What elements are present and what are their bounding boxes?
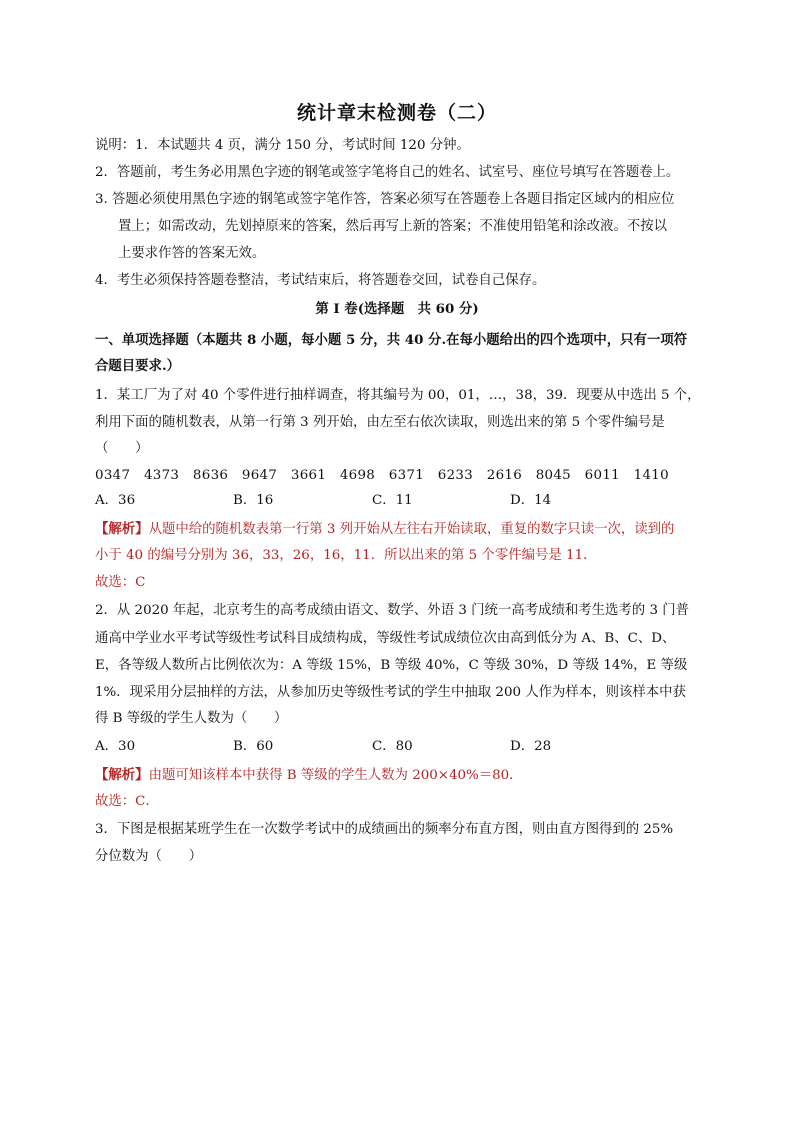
q3-line-2: 分位数为（ ） — [95, 849, 203, 864]
instruction-4: 4．考生必须保持答题卷整洁，考试结束后，将答题卷交回，试卷自己保存。 — [95, 273, 546, 288]
q2-line-1: 2．从 2020 年起，北京考生的高考成绩由语文、数学、外语 3 门统一高考成绩和考生选考的 3 门普 — [95, 603, 690, 618]
instruction-3c: 上要求作答的答案无效。 — [118, 246, 266, 261]
q1-option-a: A．36 — [95, 493, 136, 508]
q1-option-d: D．14 — [510, 493, 552, 508]
part-heading-b: 合题目要求.） — [95, 358, 181, 374]
q1-analysis-1 — [95, 520, 705, 539]
q2-analysis-1 — [95, 766, 705, 785]
q3-line-1: 3．下图是根据某班学生在一次数学考试中的成绩画出的频率分布直方图，则由直方图得到的 25% — [95, 822, 674, 837]
q1-option-b: B．16 — [233, 493, 274, 508]
q1-analysis-text-1: 从题中给的随机数表第一行第 3 列开始从左往右开始读取，重复的数字只读一次，读到的 — [148, 522, 675, 537]
q2-line-4: 1%．现采用分层抽样的方法，从参加历史等级性考试的学生中抽取 200 人作为样本，则该样本中获 — [95, 685, 686, 700]
q1-analysis-2: 小于 40 的编号分别为 36，33，26，16，11．所以出来的第 5 个零件编号是 11． — [95, 548, 597, 563]
part-heading-a: 一、单项选择题（本题共 8 小题，每小题 5 分，共 40 分.在每小题给出的四个选项中，只有一项符 — [95, 332, 688, 348]
q2-line-3: E，各等级人数所占比例依次为：A 等级 15%，B 等级 40%，C 等级 30%，D 等级 14%，E 等级 — [95, 658, 688, 673]
instruction-2: 2．答题前，考生务必用黑色字迹的钢笔或签字笔将自己的姓名、试室号、座位号填写在答题卷上。 — [95, 165, 680, 180]
q2-option-b: B．60 — [233, 739, 274, 754]
q1-line-2: 利用下面的随机数表，从第一行第 3 列开始，由左至右依次读取，则选出来的第 5 个零件编号是 — [95, 415, 665, 430]
q2-analysis-text-1: 由题可知该样本中获得 B 等级的学生人数为 200×40%＝80． — [148, 768, 523, 783]
instruction-1: 说明：1．本试题共 4 页，满分 150 分，考试时间 120 分钟。 — [95, 138, 470, 153]
instruction-3b: 置上；如需改动，先划掉原来的答案，然后再写上新的答案；不准使用铅笔和涂改液。不按以 — [118, 219, 668, 234]
q1-line-3: （ ） — [95, 441, 149, 456]
q1-analysis-tag: 【解析】 — [95, 521, 149, 537]
q2-option-d: D．28 — [510, 739, 552, 754]
page-title: 统计章末检测卷（二） — [296, 102, 497, 124]
q1-answer: 故选：C — [95, 575, 146, 590]
q2-answer: 故选：C． — [95, 794, 159, 809]
q2-analysis-tag: 【解析】 — [95, 767, 149, 783]
q2-option-a: A．30 — [95, 739, 136, 754]
q2-option-c: C．80 — [372, 739, 413, 754]
q2-line-2: 通高中学业水平考试等级性考试科目成绩构成，等级性考试成绩位次由高到低分为 A、B、C、D、 — [95, 631, 676, 646]
section-title: 第 I 卷(选择题 共 60 分) — [315, 301, 479, 317]
q1-line-1: 1．某工厂为了对 40 个零件进行抽样调查，将其编号为 00，01，…，38，39．现要从中选出 5 个， — [95, 388, 701, 403]
q1-option-c: C．11 — [372, 493, 413, 508]
instruction-3a: 3. 答题必须使用黑色字迹的钢笔或签字笔作答，答案必须写在答题卷上各题目指定区域内的相应位 — [95, 192, 675, 207]
q2-line-5: 得 B 等级的学生人数为（ ） — [95, 711, 288, 726]
q1-random-numbers: 0347 4373 8636 9647 3661 4698 6371 6233 2616 8045 6011 1410 — [95, 468, 669, 483]
